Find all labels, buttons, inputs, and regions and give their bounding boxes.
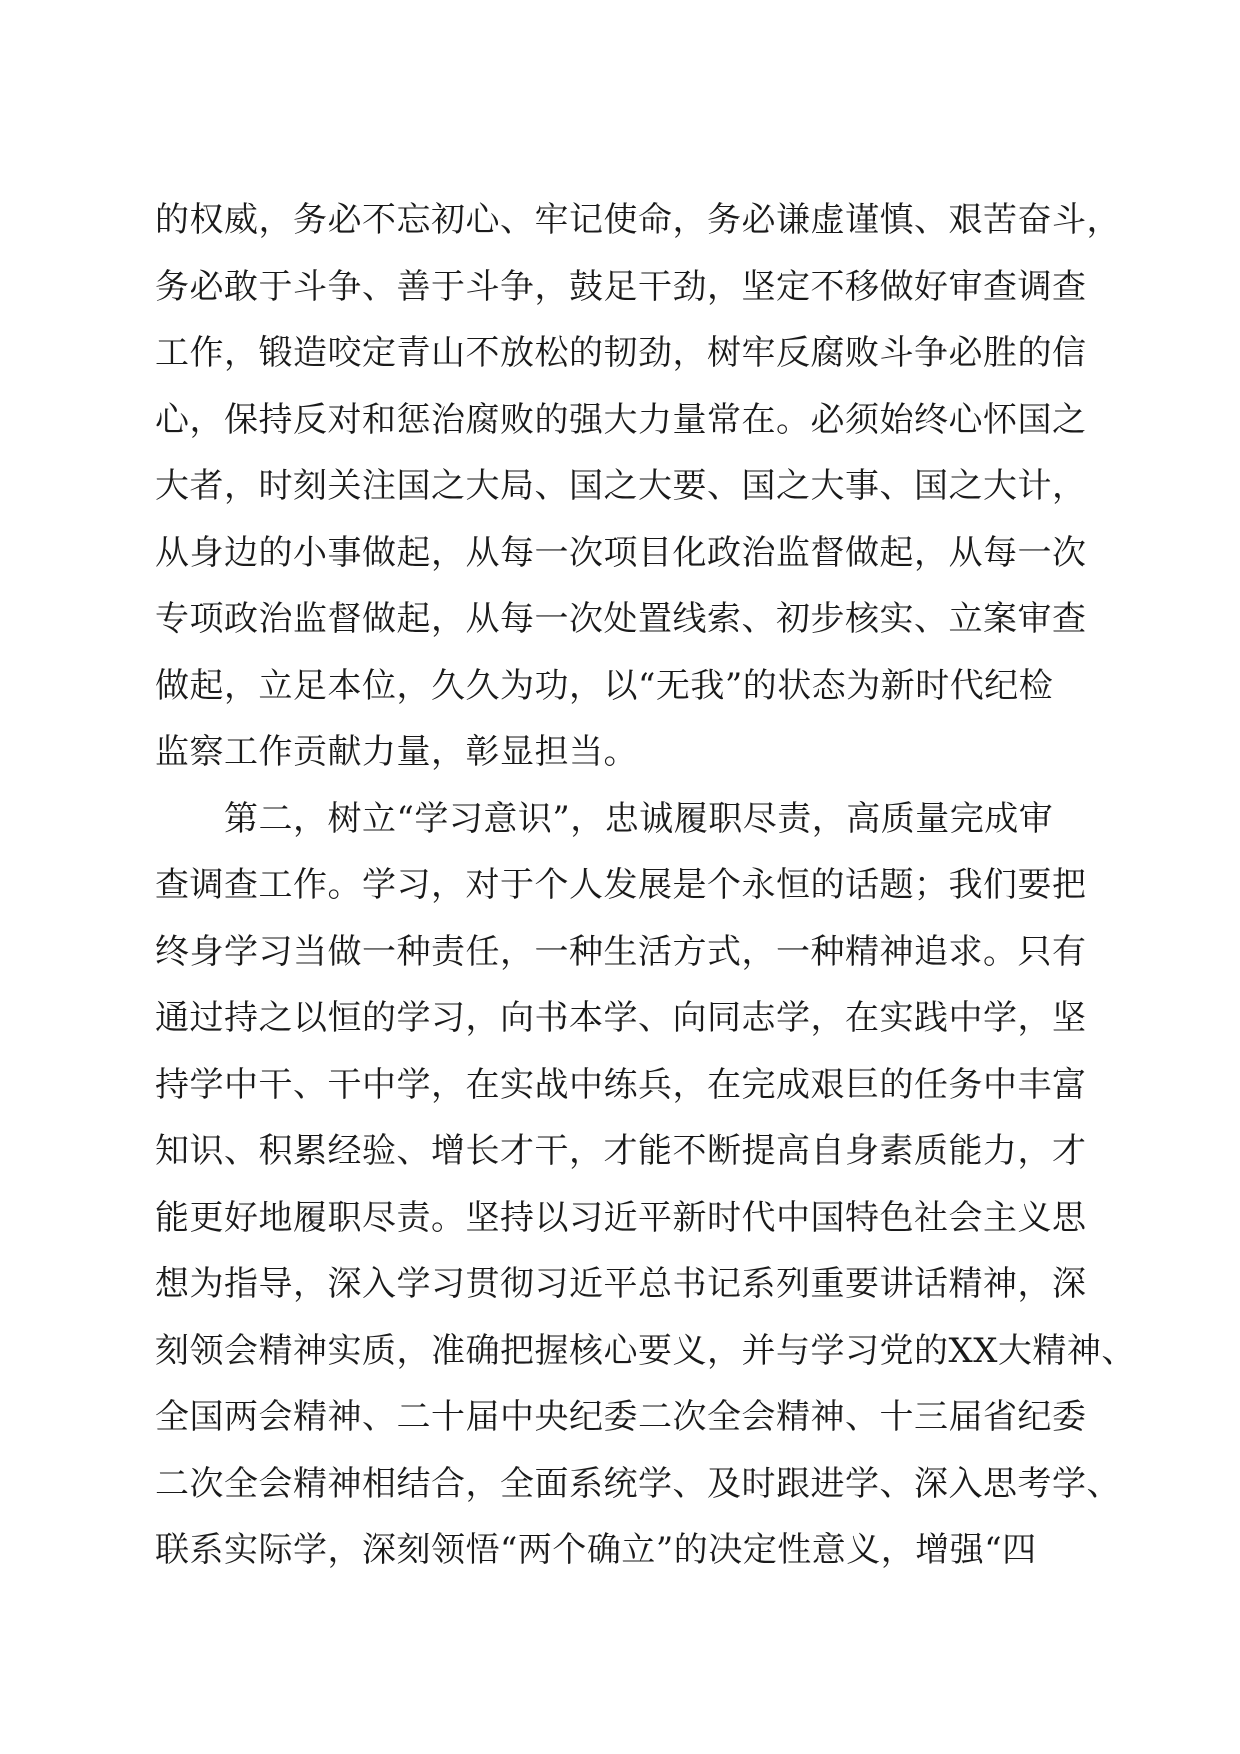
text-line: 知识、积累经验、增长才干，才能不断提高自身素质能力，才: [155, 1131, 1087, 1171]
text-line: 想为指导，深入学习贯彻习近平总书记系列重要讲话精神，深: [155, 1264, 1087, 1304]
text-line: 做起，立足本位，久久为功，以“无我”的状态为新时代纪检: [155, 665, 1054, 706]
text-line: 查调查工作。学习，对于个人发展是个永恒的话题；我们要把: [155, 865, 1087, 905]
text-line: 终身学习当做一种责任，一种生活方式，一种精神追求。只有: [155, 931, 1087, 972]
text-line: 的权威，务必不忘初心、牢记使命，务必谦虚谨慎、艰苦奋斗，: [155, 200, 1121, 240]
text-line: 务必敢于斗争、善于斗争，鼓足干劲，坚定不移做好审查调查: [155, 266, 1087, 307]
text-line: 心，保持反对和惩治腐败的强大力量常在。必须始终心怀国之: [155, 399, 1087, 440]
body-text: [155, 187, 1136, 1584]
text-line: 从身边的小事做起，从每一次项目化政治监督做起，从每一次: [155, 532, 1087, 573]
text-line: 专项政治监督做起，从每一次处置线索、初步核实、立案审查: [155, 599, 1087, 639]
text-line: 二次全会精神相结合，全面系统学、及时跟进学、深入思考学、: [155, 1463, 1121, 1504]
text-line: 监察工作贡献力量，彰显担当。: [155, 732, 638, 772]
text-line: 大者，时刻关注国之大局、国之大要、国之大事、国之大计，: [155, 466, 1087, 506]
text-line: 持学中干、干中学，在实战中练兵，在完成艰巨的任务中丰富: [155, 1064, 1087, 1105]
text-line: 能更好地履职尽责。坚持以习近平新时代中国特色社会主义思: [155, 1197, 1087, 1238]
text-line: 通过持之以恒的学习，向书本学、向同志学，在实践中学，坚: [155, 998, 1087, 1038]
text-line: 联系实际学，深刻领悟“两个确立”的决定性意义，增强“四: [155, 1530, 1037, 1570]
text-line: 第二，树立“学习意识”，忠诚履职尽责，高质量完成审: [155, 798, 1054, 839]
text-line: 刻领会精神实质，准确把握核心要义，并与学习党的XX大精神、: [155, 1330, 1136, 1371]
text-line: 全国两会精神、二十届中央纪委二次全会精神、十三届省纪委: [155, 1397, 1087, 1437]
text-line: 工作，锻造咬定青山不放松的韧劲，树牢反腐败斗争必胜的信: [155, 333, 1087, 373]
